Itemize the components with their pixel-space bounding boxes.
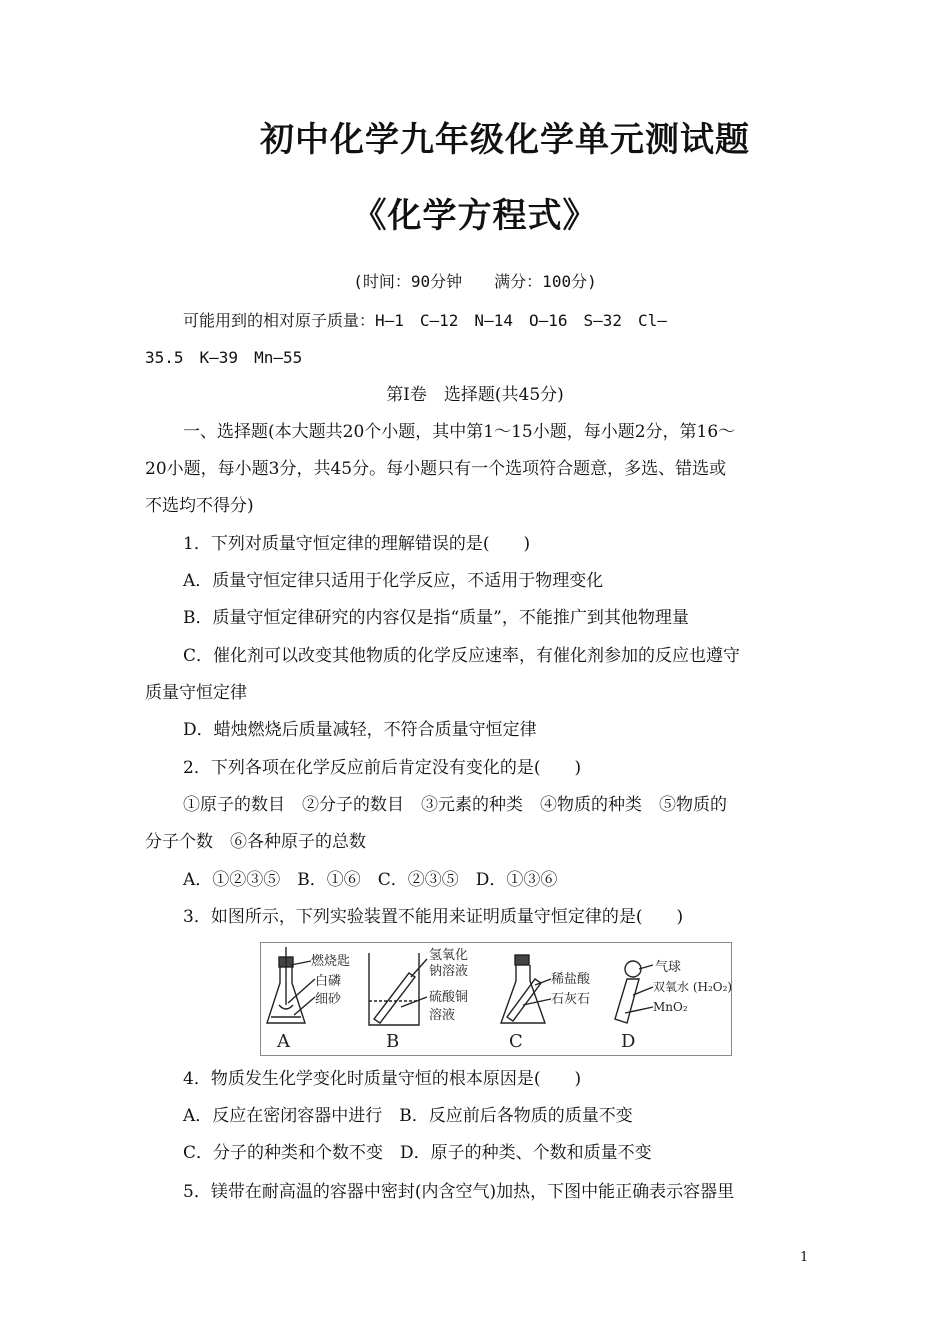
caption-b: B bbox=[386, 1031, 400, 1052]
q4-options-cd: C．分子的种类和个数不变 D．原子的种类、个数和质量不变 bbox=[183, 1143, 652, 1163]
label-d-2: 双氧水 (H₂O₂) bbox=[653, 980, 731, 994]
apparatus-b bbox=[369, 953, 427, 1025]
q1-option-c-line-1: C．催化剂可以改变其他物质的化学反应速率，有催化剂参加的反应也遵守 bbox=[183, 646, 741, 666]
q1-stem: 1．下列对质量守恒定律的理解错误的是( ) bbox=[183, 534, 531, 554]
atomic-mass-line-1: 可能用到的相对原子质量：H—1 C—12 N—14 O—16 S—32 Cl— bbox=[183, 311, 667, 330]
section-intro-line-2: 20小题，每小题3分，共45分。每小题只有一个选项符合题意，多选、错选或 bbox=[145, 459, 727, 479]
experiment-figure bbox=[260, 942, 732, 1056]
section-intro-line-1: 一、选择题(本大题共20个小题，其中第1～15小题，每小题2分，第16～ bbox=[183, 422, 736, 442]
label-b-2: 钠溶液 bbox=[429, 964, 469, 979]
label-b-1: 氢氧化 bbox=[429, 948, 469, 963]
section-intro-line-3: 不选均不得分) bbox=[145, 496, 254, 516]
caption-a: A bbox=[277, 1031, 290, 1052]
q4-stem: 4．物质发生化学变化时质量守恒的根本原因是( ) bbox=[183, 1069, 582, 1089]
label-a-1: 燃烧匙 bbox=[311, 954, 351, 969]
page-title: 初中化学九年级化学单元测试题 bbox=[260, 120, 750, 160]
caption-d: D bbox=[621, 1031, 636, 1052]
label-c-2: 石灰石 bbox=[551, 992, 591, 1007]
label-d-3: MnO₂ bbox=[653, 1000, 688, 1014]
apparatus-a bbox=[267, 947, 315, 1023]
label-a-3: 细砂 bbox=[315, 992, 342, 1007]
q1-option-b: B．质量守恒定律研究的内容仅是指“质量”，不能推广到其他物理量 bbox=[183, 608, 689, 628]
label-c-1: 稀盐酸 bbox=[551, 972, 591, 987]
q2-options: A．①②③⑤ B．①⑥ C．②③⑤ D．①③⑥ bbox=[183, 870, 558, 890]
q3-stem: 3．如图所示，下列实验装置不能用来证明质量守恒定律的是( ) bbox=[183, 907, 684, 927]
label-a-2: 白磷 bbox=[315, 974, 342, 989]
atomic-mass-line-2: 35.5 K—39 Mn—55 bbox=[145, 348, 303, 367]
label-b-3: 硫酸铜 bbox=[429, 990, 469, 1005]
q2-items-line-1: ①原子的数目 ②分子的数目 ③元素的种类 ④物质的种类 ⑤物质的 bbox=[183, 795, 727, 815]
label-d-1: 气球 bbox=[655, 960, 682, 975]
page-subtitle: 《化学方程式》 bbox=[352, 196, 598, 236]
page-number: 1 bbox=[800, 1250, 809, 1265]
caption-c: C bbox=[509, 1031, 523, 1052]
q2-stem: 2．下列各项在化学反应前后肯定没有变化的是( ) bbox=[183, 758, 582, 778]
experiment-apparatus-drawing bbox=[261, 943, 731, 1055]
time-score-line: (时间：90分钟 满分：100分) bbox=[353, 272, 597, 291]
q2-items-line-2: 分子个数 ⑥各种原子的总数 bbox=[145, 832, 366, 852]
section-heading: 第Ⅰ卷 选择题(共45分) bbox=[386, 385, 564, 405]
apparatus-d bbox=[615, 961, 653, 1023]
q5-stem: 5．镁带在耐高温的容器中密封(内含空气)加热，下图中能正确表示容器里 bbox=[183, 1182, 735, 1202]
apparatus-c bbox=[501, 955, 551, 1023]
q1-option-a: A．质量守恒定律只适用于化学反应，不适用于物理变化 bbox=[183, 571, 604, 591]
q4-options-ab: A．反应在密闭容器中进行 B．反应前后各物质的质量不变 bbox=[183, 1106, 633, 1126]
label-b-4: 溶液 bbox=[429, 1008, 456, 1023]
q1-option-d: D．蜡烛燃烧后质量减轻，不符合质量守恒定律 bbox=[183, 720, 537, 740]
q1-option-c-line-2: 质量守恒定律 bbox=[145, 683, 247, 703]
